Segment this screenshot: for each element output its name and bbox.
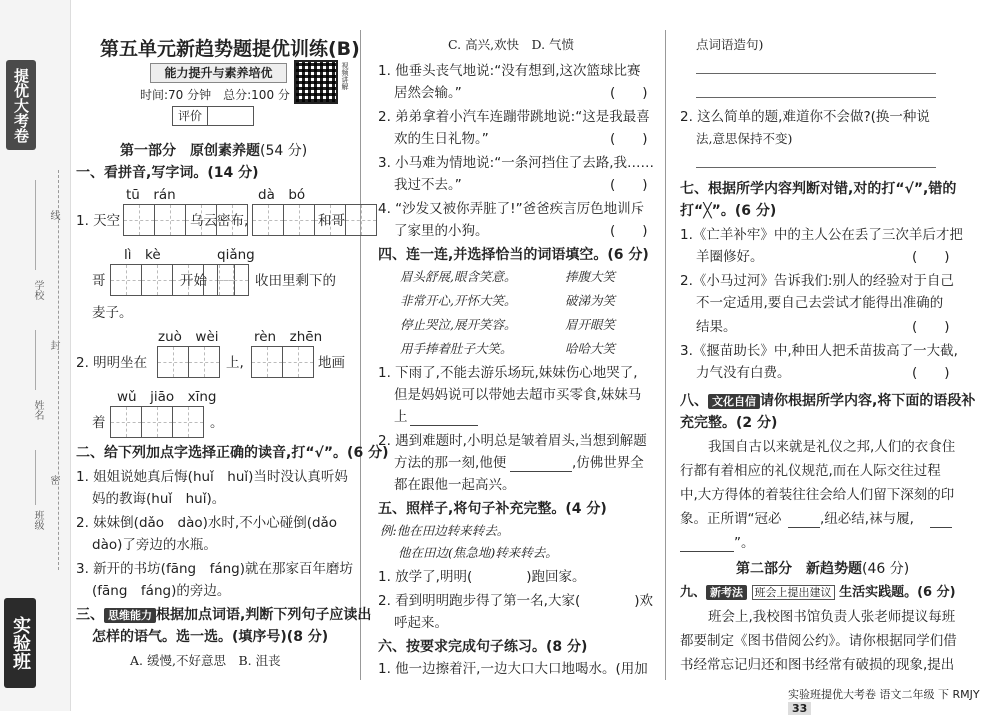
q4-f2a: 2. 遇到难题时,小明总是皱着眉头,当想到解题 (378, 433, 647, 449)
q9-prefix: 九、 (680, 585, 707, 600)
field-class-line (35, 450, 36, 505)
q3-options-cd: C. 高兴,欢快 D. 气愤 (448, 37, 575, 52)
q6-heading: 六、按要求完成句子练习。(8 分) (378, 639, 588, 655)
q3-s1a: 1. 他垂头丧气地说:“没有想到,这次篮球比赛 (378, 63, 641, 79)
q2-line3: 2. 妹妹倒(dǎo dào)水时,不小心碰倒(dǎo (76, 515, 338, 531)
cut-mark-seal: 封 (48, 340, 59, 350)
q7-heading2: 打“╳”。(6 分) (680, 203, 777, 219)
q3-s3b: 我过不去。” (394, 177, 462, 193)
char-grid-renzhen[interactable] (252, 346, 314, 378)
qr-code[interactable] (294, 60, 338, 104)
section-badge: 能力提升与素养培优 (150, 63, 287, 83)
q9-title: 生活实践题。(6 分) (839, 585, 956, 600)
q5-example-1: 例:他在田边转来转去。 (380, 523, 510, 538)
q3-answer-3[interactable]: ( ) (610, 177, 648, 193)
part2-title: 第二部分 新趋势题 (736, 561, 862, 577)
cut-mark-secret: 密 (48, 475, 59, 485)
cut-dashed-line (58, 170, 59, 570)
q4-left-1[interactable]: 眉头舒展,眼含笑意。 (400, 269, 517, 284)
field-name-label: 姓名 (32, 400, 43, 420)
q4-left-3[interactable]: 停止哭泣,展开笑容。 (400, 317, 517, 332)
column-divider-1 (360, 30, 361, 680)
pinyin-qiang: qiǎng (217, 247, 255, 263)
q5-example-2: 他在田边(焦急地)转来转去。 (398, 545, 558, 560)
q4-heading: 四、连一连,并选择恰当的词语填空。(6 分) (378, 247, 649, 263)
page-number: 33 (788, 702, 811, 715)
part1-title: 第一部分 原创素养题 (120, 143, 260, 159)
q3-s4a: 4. “沙发又被你弄脏了!”爸爸疾言厉色地训斥 (378, 201, 645, 217)
q8-heading (680, 392, 975, 411)
q2-line5: 3. 新开的书坊(fāng fáng)就在那家百年磨坊 (76, 561, 354, 577)
field-name-line (35, 330, 36, 390)
column-divider-2 (665, 30, 666, 680)
q1-line1-a: 1. 天空 (76, 213, 121, 229)
q4-right-2[interactable]: 破涕为笑 (565, 293, 616, 308)
q8-p3: 中,大方得体的着装往往会给人们留下深刻的印 (680, 487, 955, 503)
q4-f2d: 都在跟他一起高兴。 (394, 477, 516, 493)
q8-blank-3[interactable] (680, 534, 734, 552)
q2-line4: dào)了旁边的水瓶。 (92, 537, 217, 553)
char-grid-dabo[interactable] (253, 204, 377, 236)
q8-p4a: 象。正所谓“冠必 (680, 511, 782, 527)
q4-f2b: 方法的那一刻,他便 (394, 455, 507, 471)
q7-s1a: 1.《亡羊补牢》中的主人公在丢了三次羊后才把 (680, 227, 963, 243)
q1-heading: 一、看拼音,写字词。(14 分) (76, 165, 259, 181)
q4-f1b: 但是妈妈说可以带她去超市买零食,妹妹马 (394, 387, 642, 403)
char-grid-zuowei[interactable] (158, 346, 220, 378)
q1-line1-c: 和哥 (318, 213, 345, 229)
q7-answer-3[interactable]: ( ) (912, 365, 950, 381)
q6-answer-line-2[interactable] (696, 96, 936, 98)
q3-heading (76, 606, 371, 625)
q6-answer-line-1[interactable] (696, 72, 936, 74)
part1-heading (120, 142, 307, 160)
q9-p3: 书经常忘记归还和图书经常有破损的现象,提出 (680, 657, 955, 673)
q3-s1b: 居然会输。” (394, 85, 462, 101)
evaluation-label: 评价 (173, 107, 208, 125)
q2-heading: 二、给下列加点字选择正确的读音,打“√”。(6 分) (76, 445, 389, 461)
q9-heading (680, 584, 956, 602)
q8-title: 请你根据所学内容,将下面的语段补 (760, 393, 976, 409)
q8-prefix: 八、 (680, 393, 708, 409)
time-score-info: 时间:70 分钟 总分:100 分 (140, 88, 290, 102)
q1-line2-c: 收田里剩下的 (255, 273, 336, 289)
cut-mark-line: 线 (48, 210, 59, 220)
q7-answer-2[interactable]: ( ) (912, 319, 950, 335)
q4-right-1[interactable]: 捧腹大笑 (565, 269, 616, 284)
q7-s2c: 结果。 (696, 319, 737, 335)
q9-tag-2: 班会上提出建议 (752, 585, 835, 600)
q4-right-4[interactable]: 哈哈大笑 (565, 341, 616, 356)
part1-score: (54 分) (260, 143, 308, 159)
q8-p5: ”。 (734, 535, 755, 551)
q1-line2-a: 哥 (92, 273, 106, 289)
char-grid-wujiaoxing[interactable] (111, 406, 204, 438)
q4-right-3[interactable]: 眉开眼笑 (565, 317, 616, 332)
q4-f2c: ,仿佛世界全 (572, 455, 644, 471)
pinyin-like: lì kè (124, 247, 161, 263)
q5-s1[interactable]: 1. 放学了,明明( )跑回家。 (378, 569, 586, 585)
q8-blank-1[interactable] (788, 510, 820, 528)
q4-left-4[interactable]: 用手捧着肚子大笑。 (400, 341, 513, 356)
q2-line1: 1. 姐姐说她真后悔(huǐ huǐ)当时没认真听妈 (76, 469, 348, 485)
q3-s2a: 2. 弟弟拿着小汽车连蹦带跳地说:“这是我最喜 (378, 109, 650, 125)
char-grid-qiang[interactable] (218, 264, 249, 296)
q6-s2b: 法,意思保持不变) (696, 131, 793, 146)
pinyin-zuowei: zuò wèi (158, 329, 219, 345)
q5-heading: 五、照样子,将句子补充完整。(4 分) (378, 501, 607, 517)
q7-s3b: 力气没有白费。 (696, 365, 791, 381)
part2-heading (736, 560, 909, 578)
q4-f1c: 上 (394, 409, 408, 425)
q4-blank-1[interactable] (410, 408, 478, 426)
q8-p2: 行都有着相应的礼仪规范,而在人际交往过程 (680, 463, 941, 479)
pinyin-renzhen: rèn zhēn (254, 329, 323, 345)
q7-s2b: 不一定适用,要自己去尝试才能得出准确的 (696, 295, 944, 311)
q3-options-ab: A. 缓慢,不好意思 B. 沮丧 (130, 653, 281, 668)
q3-heading2: 怎样的语气。选一选。(填序号)(8 分) (92, 629, 329, 645)
q8-p1: 我国自古以来就是礼仪之邦,人们的衣食住 (708, 439, 956, 455)
q9-tag-1: 新考法 (706, 585, 747, 600)
q6-s1b: 点词语造句) (696, 37, 764, 52)
q3-s3a: 3. 小马难为情地说:“一条河挡住了去路,我…… (378, 155, 655, 171)
q1-line2-b: 开始 (180, 273, 207, 289)
q2-line2: 妈的教诲(huǐ huǐ)。 (92, 491, 226, 507)
q3-answer-2[interactable]: ( ) (610, 131, 648, 147)
q1-line4-a: 2. 明明坐在 (76, 355, 148, 371)
q9-p2: 都要制定《图书借阅公约》。请你根据同学们借 (680, 633, 957, 649)
q1-line4-c: 地画 (318, 355, 345, 371)
q3-prefix: 三、 (76, 607, 104, 623)
field-school-line (35, 180, 36, 270)
pinyin-wujiaoxing: wǔ jiāo xīng (117, 389, 217, 405)
q5-s2b: 呼起来。 (394, 615, 448, 631)
page-title: 第五单元新趋势题提优训练(B) (100, 38, 360, 60)
footer-text: 实验班提优大考卷 语文二年级 下 RMJY (788, 688, 980, 701)
q4-left-2[interactable]: 非常开心,开怀大笑。 (400, 293, 517, 308)
q5-s2a[interactable]: 2. 看到明明跑步得了第一名,大家( )欢 (378, 593, 653, 609)
q1-line5-b: 。 (210, 415, 224, 431)
q1-line4-b: 上, (226, 355, 244, 371)
q4-f1a: 1. 下雨了,不能去游乐场玩,妹妹伤心地哭了, (378, 365, 638, 381)
brand-label-bottom: 实验班 (4, 598, 36, 688)
q2-line6: (fāng fáng)的旁边。 (92, 583, 231, 599)
q1-line5-a: 着 (92, 415, 106, 431)
q1-line1-b: 乌云密布, (190, 213, 249, 229)
q3-title: 根据加点词语,判断下列句子应读出 (156, 607, 372, 623)
q8-heading2: 充完整。(2 分) (680, 415, 778, 431)
q3-answer-1[interactable]: ( ) (610, 85, 648, 101)
q3-s2b: 欢的生日礼物。” (394, 131, 489, 147)
pinyin-dabo: dà bó (258, 187, 306, 203)
q7-s1b: 羊圈修好。 (696, 249, 764, 265)
q6-s2a: 2. 这么简单的题,难道你不会做?(换一种说 (680, 109, 930, 125)
q8-tag: 文化自信 (708, 394, 760, 409)
q7-answer-1[interactable]: ( ) (912, 249, 950, 265)
q8-blank-2[interactable] (930, 510, 952, 528)
q1-line3: 麦子。 (92, 305, 133, 321)
q3-s4b: 了家里的小狗。 (394, 223, 489, 239)
q7-s3a: 3.《揠苗助长》中,种田人把禾苗拔高了一大截, (680, 343, 958, 359)
evaluation-box[interactable] (172, 106, 254, 126)
q7-s2a: 2.《小马过河》告诉我们:别人的经验对于自己 (680, 273, 954, 289)
brand-label-top: 提优大考卷 (6, 60, 36, 150)
pinyin-turan: tū rán (126, 187, 176, 203)
q6-answer-line-3[interactable] (696, 166, 936, 168)
q7-heading: 七、根据所学内容判断对错,对的打“√”,错的 (680, 181, 957, 197)
qr-caption: 视频讲解 (341, 62, 349, 90)
q3-tag: 思维能力 (104, 608, 156, 623)
q8-p4b: ,纽必结,袜与履, (820, 511, 914, 527)
q3-answer-4[interactable]: ( ) (610, 223, 648, 239)
q6-s1a: 1. 他一边擦着汗,一边大口大口地喝水。(用加 (378, 661, 648, 677)
part2-score: (46 分) (862, 561, 910, 577)
q9-p1: 班会上,我校图书馆负责人张老师提议每班 (708, 609, 956, 625)
field-school-label: 学校 (32, 280, 43, 300)
field-class-label: 班级 (32, 510, 43, 530)
q4-blank-2[interactable] (510, 454, 572, 472)
